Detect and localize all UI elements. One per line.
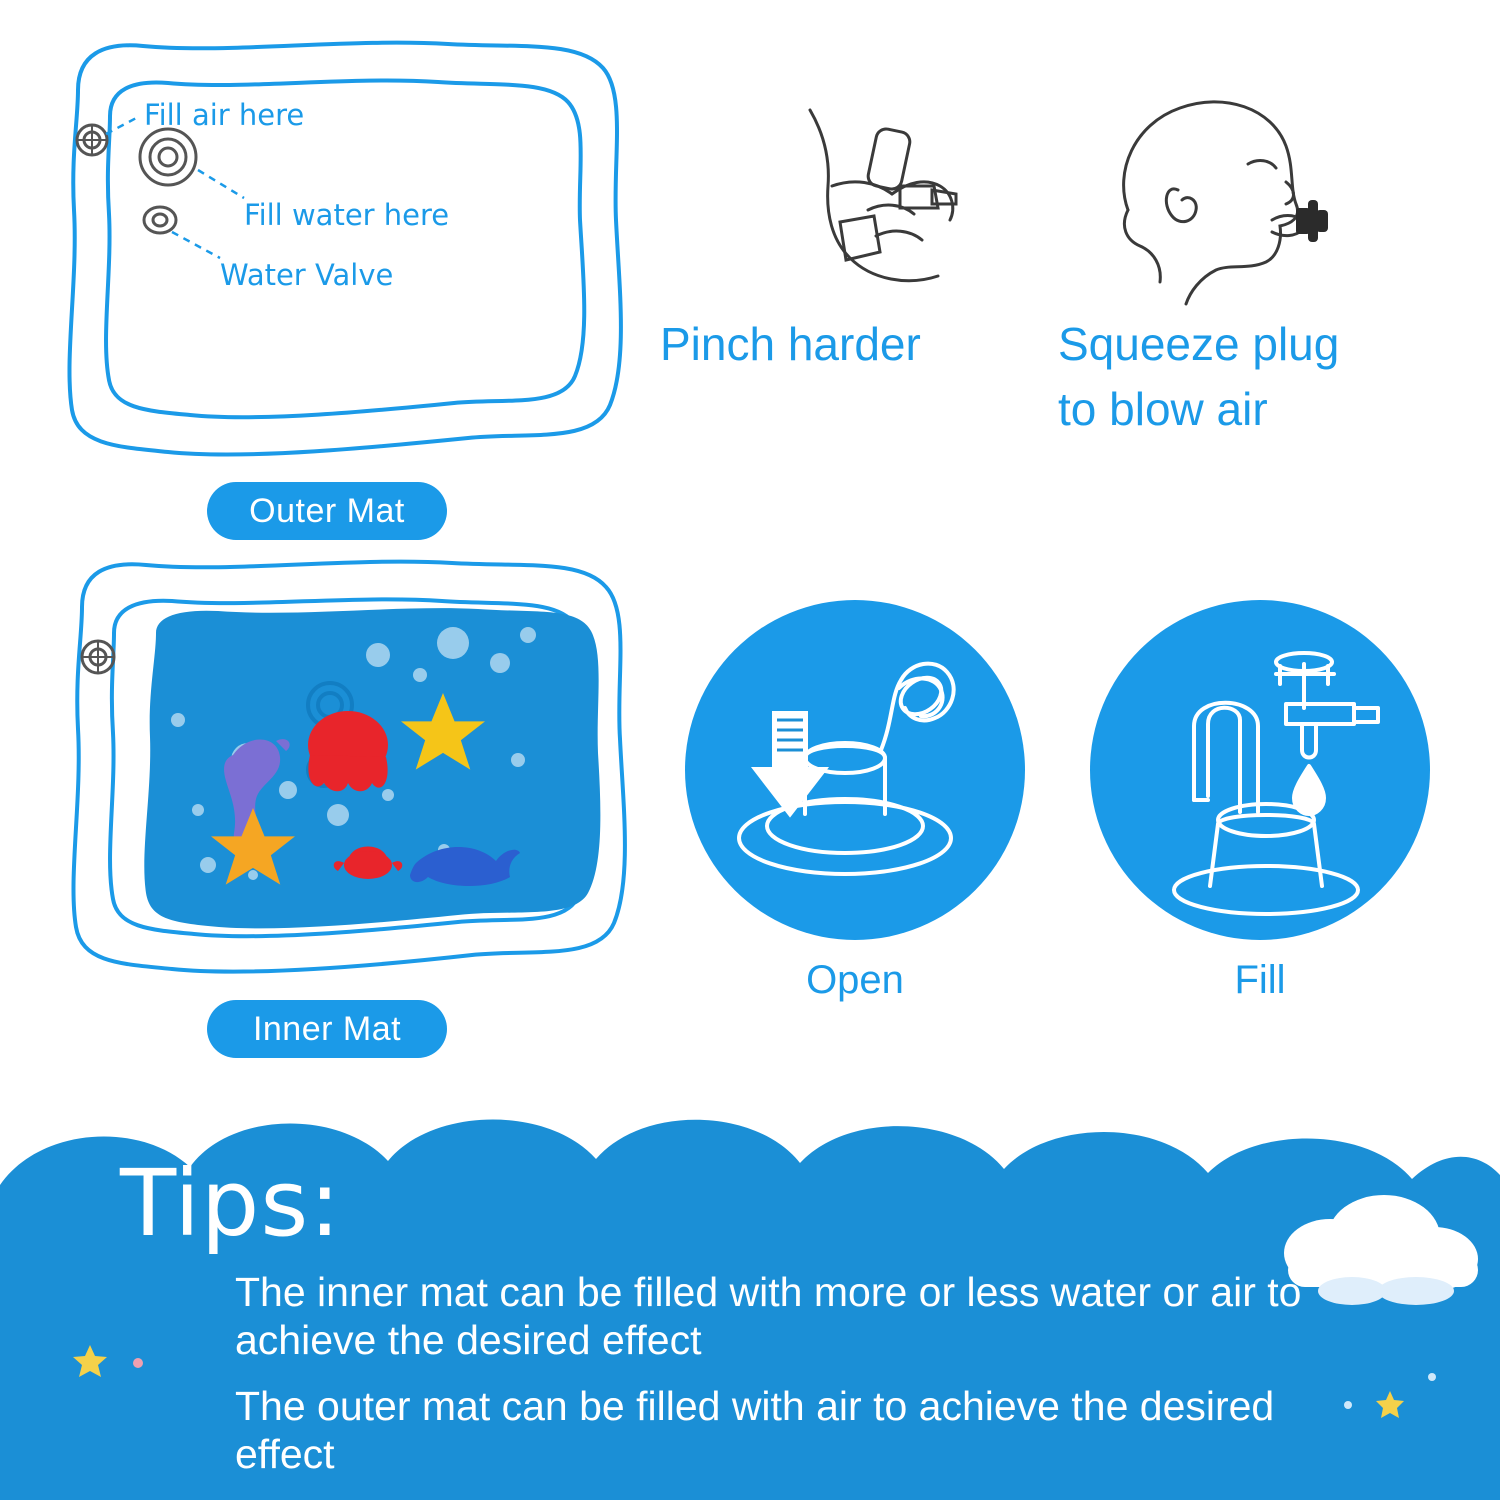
outer-mat-label-pill: Outer Mat [207, 482, 447, 540]
open-caption: Open [806, 958, 904, 1002]
octopus-icon [308, 711, 388, 791]
fill-circle [1090, 600, 1430, 940]
tips-title: Tips: [120, 1150, 342, 1257]
squeeze-plug-caption-line1: Squeeze plug [1058, 318, 1340, 370]
inner-mat-diagram [48, 545, 648, 1005]
tip-item-1: The inner mat can be filled with more or less water or air to achieve the desired effect [235, 1269, 1302, 1363]
fill-caption: Fill [1234, 958, 1286, 1002]
open-valve-icon [685, 600, 1025, 940]
air-valve-icon [77, 125, 107, 155]
open-valve-circle [685, 600, 1025, 940]
leader-line-fill-water [198, 170, 244, 198]
pinch-harder-caption: Pinch harder [660, 318, 921, 370]
tip-item-2: The outer mat can be filled with air to achieve the desired effect [235, 1383, 1275, 1477]
outer-mat-illustration [48, 20, 648, 490]
faucet-fill-icon [1090, 600, 1430, 940]
pinch-harder-sketch [780, 90, 1060, 310]
squeeze-plug-caption-line2: to blow air [1058, 383, 1268, 435]
inner-mat-label-pill: Inner Mat [207, 1000, 447, 1058]
inner-mat-illustration [48, 545, 648, 1005]
water-fill-port-icon [140, 129, 196, 185]
inner-mat-valve-icon [82, 641, 114, 673]
callout-fill-air-here: Fill air here [144, 98, 305, 132]
callout-water-valve: Water Valve [220, 258, 394, 292]
plug-icon [1296, 200, 1328, 242]
outer-mat-diagram [48, 20, 648, 490]
water-valve-icon [144, 207, 176, 233]
callout-fill-water-here: Fill water here [244, 198, 450, 232]
squeeze-plug-sketch [1090, 80, 1370, 310]
leader-line-water-valve [172, 232, 220, 258]
